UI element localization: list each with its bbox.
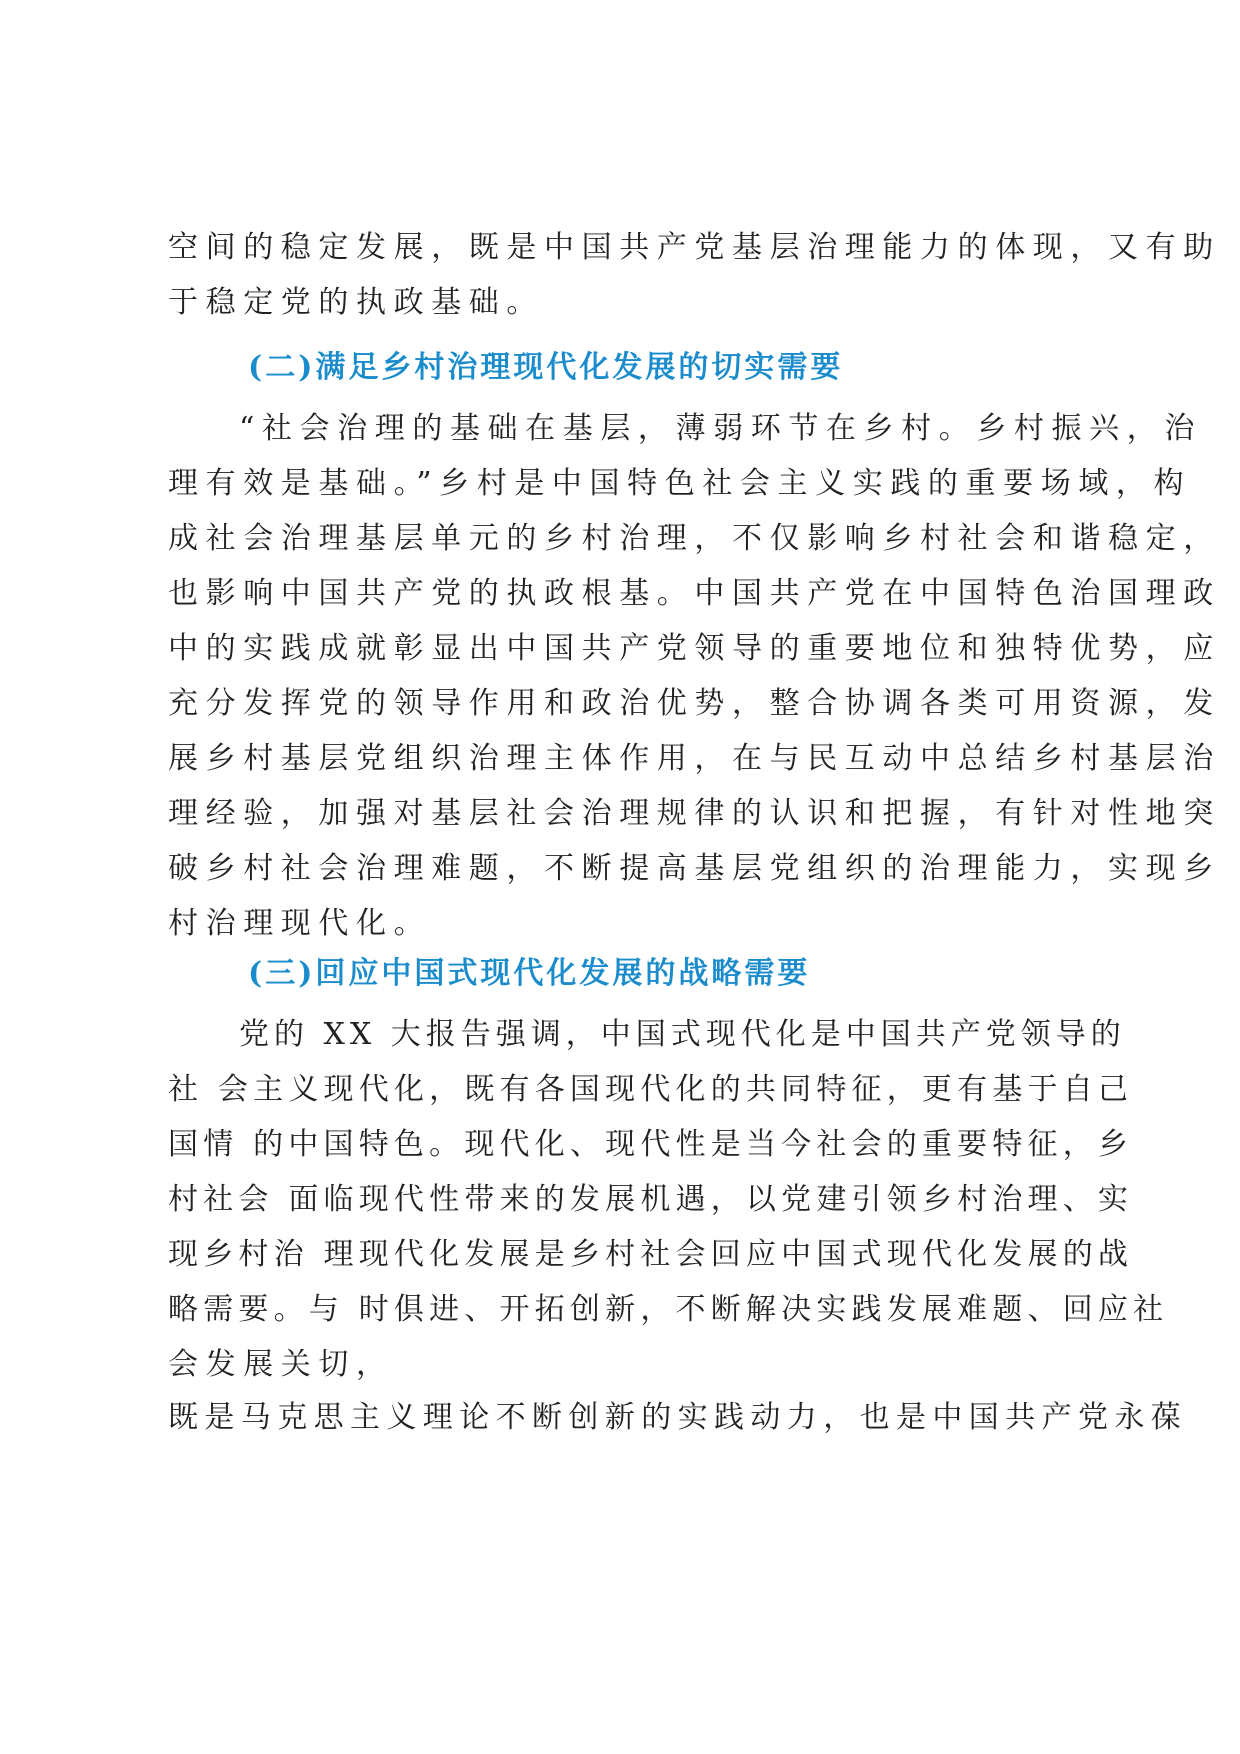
- paragraph-line: 成社会治理基层单元的乡村治理，不仅影响乡村社会和谐稳定，: [168, 521, 1221, 556]
- section-heading: (三)回应中国式现代化发展的战略需要: [248, 956, 811, 991]
- paragraph-line: 中的实践成就彰显出中国共产党领导的重要地位和独特优势，应: [168, 631, 1221, 666]
- paragraph-line: 也影响中国共产党的执政根基。中国共产党在中国特色治国理政: [168, 576, 1221, 611]
- paragraph-line: 国情 的中国特色。现代化、现代性是当今社会的重要特征，乡: [168, 1127, 1134, 1162]
- paragraph-line: 社 会主义现代化，既有各国现代化的共同特征，更有基于自己: [168, 1072, 1134, 1107]
- paragraph-line: “社会治理的基础在基层，薄弱环节在乡村。乡村振兴，治: [239, 411, 1202, 446]
- paragraph-line: 理经验，加强对基层社会治理规律的认识和把握，有针对性地突: [168, 796, 1221, 831]
- section-heading: (二)满足乡村治理现代化发展的切实需要: [248, 350, 844, 385]
- paragraph-line: 村社会 面临现代性带来的发展机遇，以党建引领乡村治理、实: [168, 1182, 1134, 1217]
- paragraph-line: 略需要。与 时俱进、开拓创新，不断解决实践发展难题、回应社: [168, 1292, 1169, 1327]
- paragraph-line: 于稳定党的执政基础。: [168, 285, 544, 320]
- paragraph-line: 现乡村治 理现代化发展是乡村社会回应中国式现代化发展的战: [168, 1237, 1134, 1272]
- paragraph-line: 村治理现代化。: [168, 906, 432, 941]
- paragraph-line: 破乡村社会治理难题，不断提高基层党组织的治理能力，实现乡: [168, 851, 1221, 886]
- paragraph-line: 展乡村基层党组织治理主体作用，在与民互动中总结乡村基层治: [168, 741, 1221, 776]
- paragraph-line: 充分发挥党的领导作用和政治优势，整合协调各类可用资源，发: [168, 686, 1221, 721]
- paragraph-line: 空间的稳定发展，既是中国共产党基层治理能力的体现，又有助: [168, 230, 1221, 265]
- paragraph-line: 会发展关切，: [168, 1347, 394, 1382]
- paragraph-line: 既是马克思主义理论不断创新的实践动力，也是中国共产党永葆: [168, 1400, 1188, 1435]
- paragraph-line: 理有效是基础。”乡村是中国特色社会主义实践的重要场域，构: [168, 466, 1192, 501]
- paragraph-line: 党的 XX 大报告强调，中国式现代化是中国共产党领导的: [239, 1017, 1126, 1052]
